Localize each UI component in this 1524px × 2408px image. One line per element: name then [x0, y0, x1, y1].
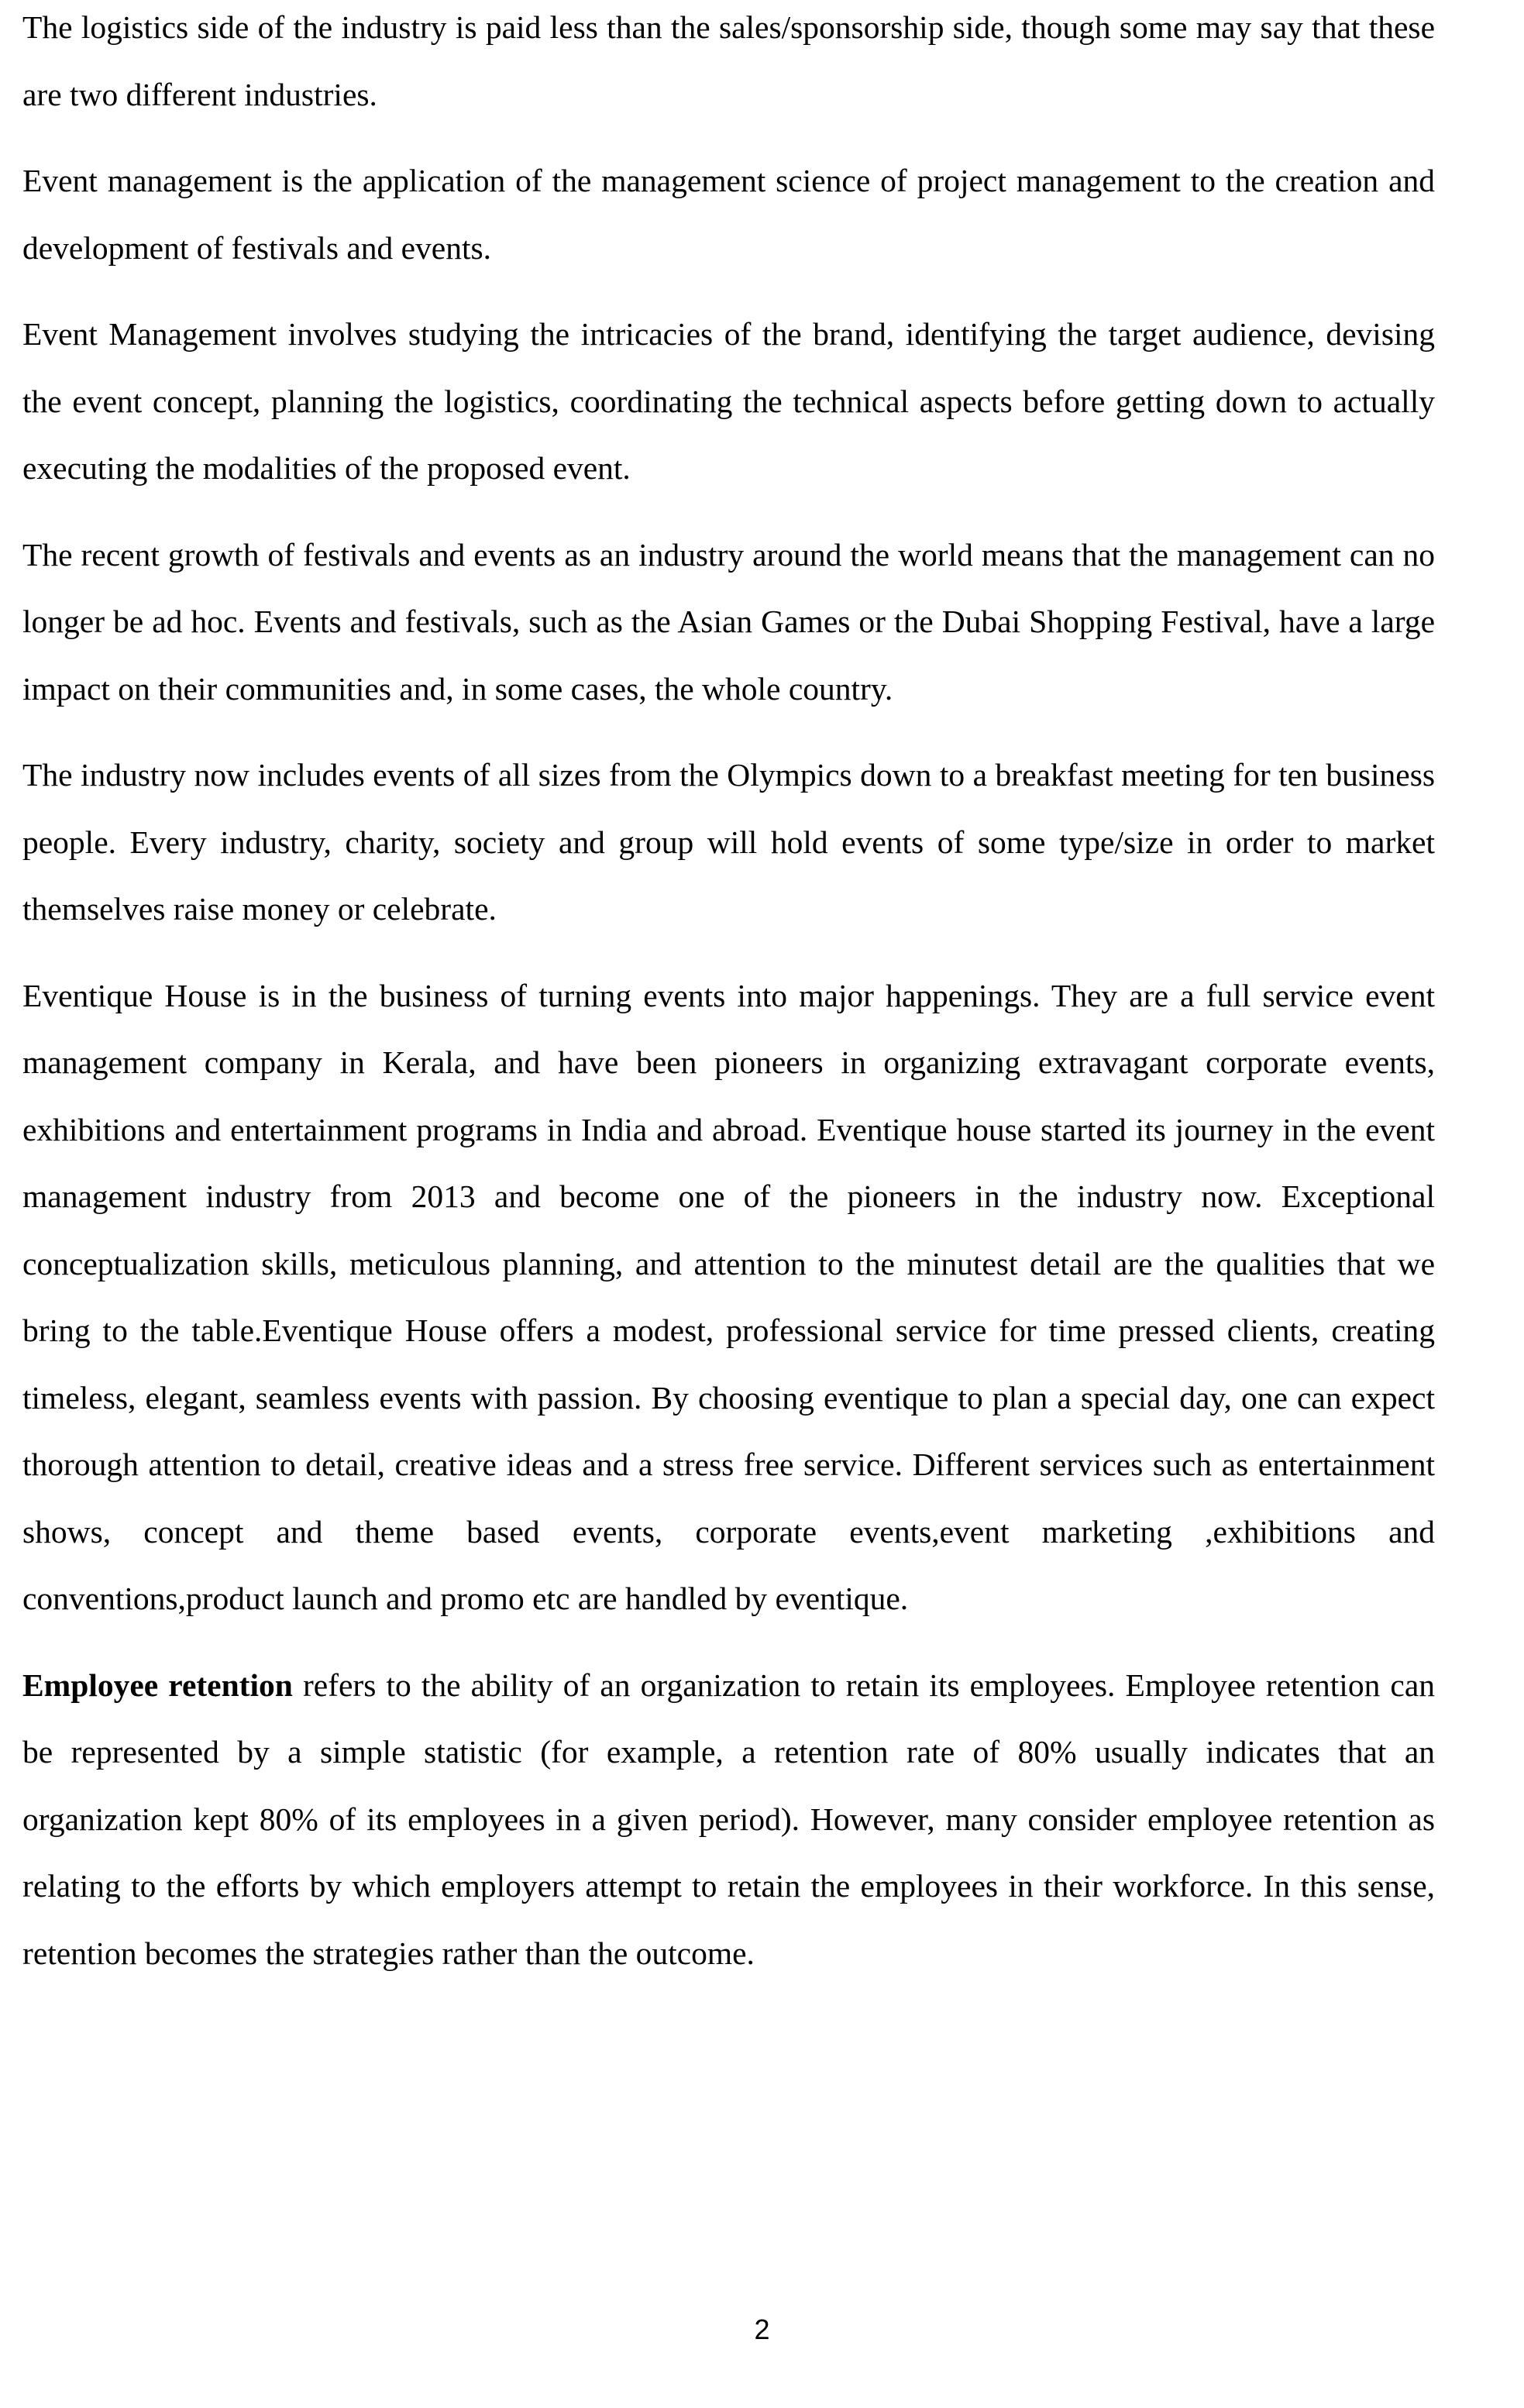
page-number: 2: [754, 2313, 770, 2345]
paragraph-industry-scope: The industry now includes events of all sizes from the Olympics down to a breakfast meeting for ten business people. Every industry, charity, society and group will hold events of some type/size in order to market themselves raise money or celebrate.: [22, 757, 1435, 927]
paragraph-employee-retention: [22, 1652, 1435, 1987]
paragraph-event-management-process: Event Management involves studying the intricacies of the brand, identifying the target audience, devising the event concept, planning the logistics, coordinating the technical aspects before getting down to actually executing the modalities of the proposed event.: [22, 316, 1435, 486]
paragraph-logistics: The logistics side of the industry is paid less than the sales/sponsorship side, though some may say that these are two different industries.: [22, 9, 1435, 112]
paragraph-industry-growth: The recent growth of festivals and events as an industry around the world means that the management can no longer be ad hoc. Events and festivals, such as the Asian Games or the Dubai Shopping Festival, have a large impact on their communities and, in some cases, the whole country.: [22, 536, 1435, 707]
paragraph-event-management-definition: Event management is the application of the management science of project management to the creation and development of festivals and events.: [22, 163, 1435, 266]
paragraph-eventique-house: Eventique House is in the business of turning events into major happenings. They are a full service event management company in Kerala, and have been pioneers in organizing extravagant corporate events, exhibitions and entertainment programs in India and abroad. Eventique house started its journey in the event management industry from 2013 and become one of the pioneers in the industry now. Exceptional conceptualization skills, meticulous planning, and attention to the minutest detail are the qualities that we bring to the table.Eventique House offers a modest, professional service for time pressed clients, creating timeless, elegant, seamless events with passion. By choosing eventique to plan a special day, one can expect thorough attention to detail, creative ideas and a stress free service. Different services such as entertainment shows, concept and theme based events, corporate events,event marketing ,exhibitions and conventions,product launch and promo etc are handled by eventique.: [22, 977, 1435, 1616]
retention-text: refers to the ability of an organization to retain its employees. Employee retention can be represented by a simple statistic (for example, a retention rate of 80% usually indicates that an organization kept 80% of its employees in a given period). However, many consider employee retention as relating to the efforts by which employers attempt to retain the employees in their workforce. In this sense, retention becomes the strategies rather than the outcome.: [22, 1667, 1435, 1971]
retention-term: Employee retention: [22, 1667, 293, 1703]
document-body: [22, 0, 1435, 1987]
